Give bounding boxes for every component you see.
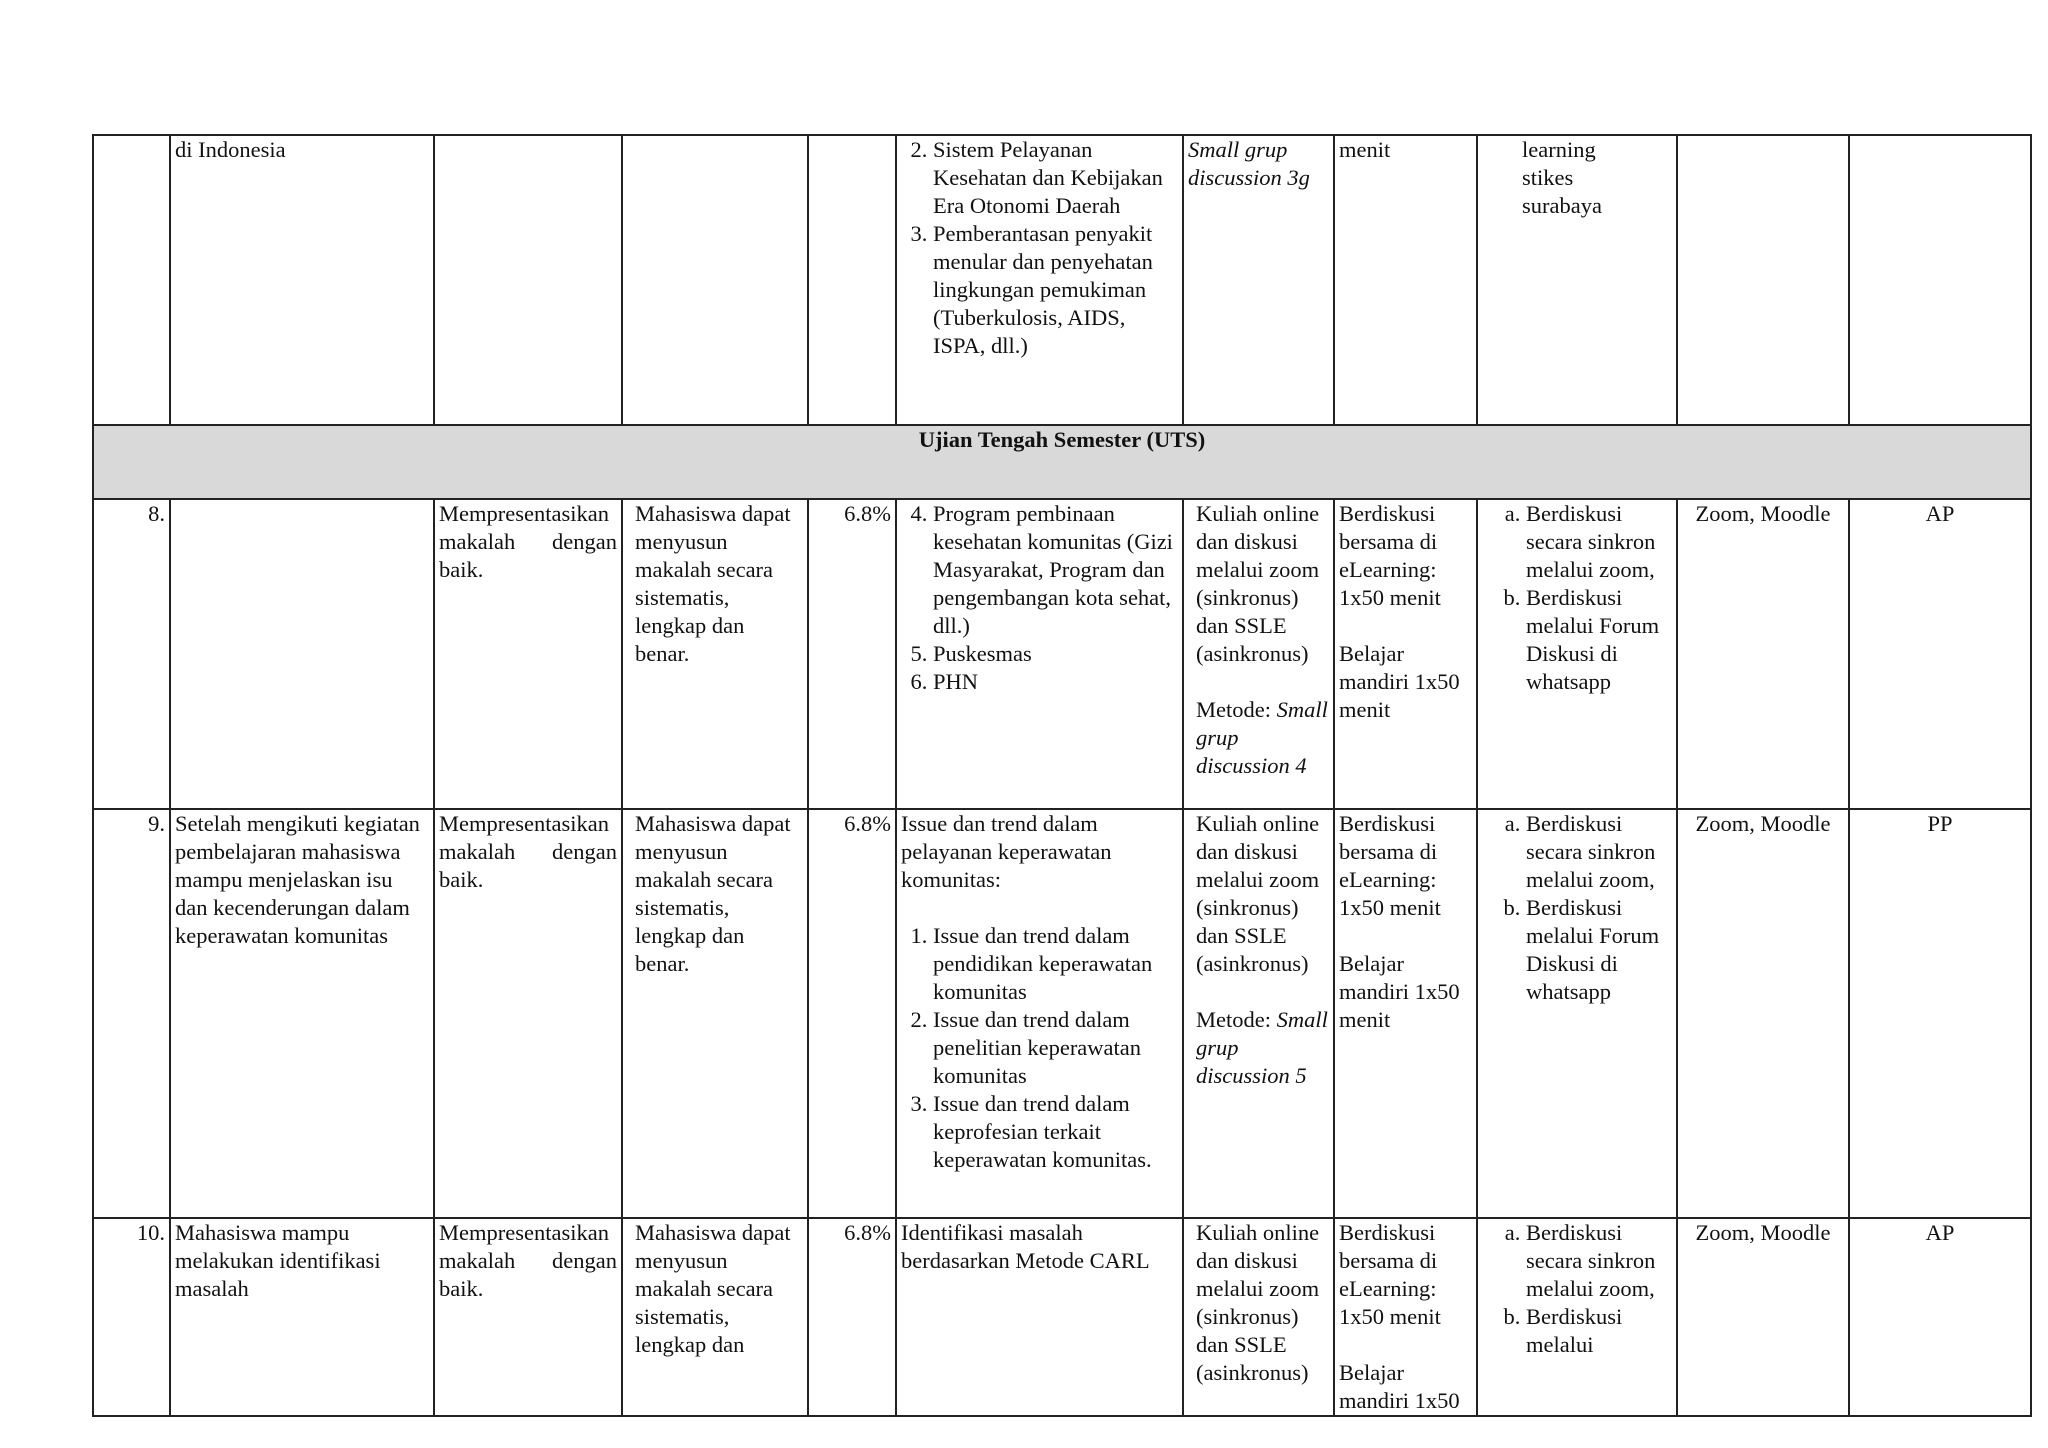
waktu-line: Berdiskusi bersama di eLearning: 1x50 menit [1339,1220,1441,1329]
cell-materi [896,809,1183,1218]
cell-bobot [808,135,896,425]
waktu-line: Belajar mandiri 1x50 menit [1339,951,1460,1032]
list-item: a. Berdiskusi secara sinkron melalui zoom, [1526,1219,1672,1303]
metode-text: Kuliah online dan diskusi melalui zoom (sinkronus) dan SSLE (asinkronus) [1196,811,1320,976]
cell-no: 8. [93,499,170,809]
pengalaman-list [1482,500,1672,696]
cell-metode [1183,809,1334,1218]
pengalaman-line: learning [1522,137,1596,162]
list-item: b. Berdiskusi melalui Forum Diskusi di whatsapp [1526,584,1672,696]
cell-waktu: menit [1334,135,1477,425]
list-item: a. Berdiskusi secara sinkron melalui zoom, [1526,810,1672,894]
cell-kriteria: Mempresentasikan makalah dengan baik. [434,809,622,1218]
cell-bobot: 6.8% [808,809,896,1218]
cell-materi [896,135,1183,425]
cell-metode [1183,499,1334,809]
waktu-line: Berdiskusi bersama di eLearning: 1x50 menit [1339,811,1441,920]
cell-pengalaman [1477,809,1677,1218]
cell-metode: Kuliah online dan diskusi melalui zoom (sinkronus) dan SSLE (asinkronus) [1183,1218,1334,1416]
cell-media [1677,135,1849,425]
pengalaman-list [1482,1219,1672,1359]
list-item: 2. Issue dan trend dalam penelitian keperawatan komunitas [933,1006,1178,1090]
list-item: b. Berdiskusi melalui [1526,1303,1672,1359]
pengalaman-line: stikes [1522,165,1574,190]
cell-indikator: Mahasiswa dapat menyusun makalah secara sistematis, lengkap dan benar. [622,809,808,1218]
cell-waktu [1334,1218,1477,1416]
list-item: 4. Program pembinaan kesehatan komunitas (Gizi Masyarakat, Program dan pengembangan kota sehat, dll.) [933,500,1178,640]
cell-media: Zoom, Moodle [1677,1218,1849,1416]
cell-bobot: 6.8% [808,1218,896,1416]
cell-kemampuan: Setelah mengikuti kegiatan pembelajaran mahasiswa mampu menjelaskan isu dan kecenderungan dalam keperawatan komunitas [170,809,434,1218]
cell-kemampuan [170,499,434,809]
list-item: 2. Sistem Pelayanan Kesehatan dan Kebijakan Era Otonomi Daerah [933,136,1178,220]
materi-list [901,136,1178,360]
cell-indikator [622,135,808,425]
cell-kriteria: Mempresentasikan makalah dengan baik. [434,499,622,809]
rps-table [92,134,2032,1417]
list-item: 1. Issue dan trend dalam pendidikan keperawatan komunitas [933,922,1178,1006]
cell-materi: Identifikasi masalah berdasarkan Metode CARL [896,1218,1183,1416]
cell-no: 10. [93,1218,170,1416]
waktu-line: Belajar mandiri 1x50 [1339,1360,1460,1413]
cell-materi [896,499,1183,809]
cell-indikator: Mahasiswa dapat menyusun makalah secara sistematis, lengkap dan [622,1218,808,1416]
cell-dosen: AP [1849,1218,2031,1416]
cell-waktu [1334,809,1477,1218]
metode-label: Metode: [1196,1007,1277,1032]
list-item: a. Berdiskusi secara sinkron melalui zoom, [1526,500,1672,584]
table-row [93,135,2031,425]
waktu-line: Berdiskusi bersama di eLearning: 1x50 menit [1339,501,1441,610]
list-item: 3. Issue dan trend dalam keprofesian terkait keperawatan komunitas. [933,1090,1178,1174]
list-item: b. Berdiskusi melalui Forum Diskusi di whatsapp [1526,894,1672,1006]
list-item: 3. Pemberantasan penyakit menular dan penyehatan lingkungan pemukiman (Tuberkulosis, AIDS, ISPA, dll.) [933,220,1178,360]
table-row [93,1218,2031,1416]
pengalaman-line: surabaya [1522,193,1602,218]
cell-indikator: Mahasiswa dapat menyusun makalah secara sistematis, lengkap dan benar. [622,499,808,809]
cell-pengalaman [1477,135,1677,425]
cell-kriteria: Mempresentasikan makalah dengan baik. [434,1218,622,1416]
cell-no: 9. [93,809,170,1218]
metode-label: Metode: [1196,697,1277,722]
list-item: 5. Puskesmas [933,640,1178,668]
cell-pengalaman [1477,499,1677,809]
cell-no [93,135,170,425]
metode-italic: Small grup discussion 5 [1196,1007,1328,1088]
cell-dosen: AP [1849,499,2031,809]
cell-kriteria [434,135,622,425]
cell-bobot: 6.8% [808,499,896,809]
cell-kemampuan: di Indonesia [170,135,434,425]
cell-metode: Small grup discussion 3g [1183,135,1334,425]
cell-kemampuan: Mahasiswa mampu melakukan identifikasi masalah [170,1218,434,1416]
metode-text: Kuliah online dan diskusi melalui zoom (sinkronus) dan SSLE (asinkronus) [1196,501,1320,666]
table-row [93,809,2031,1218]
cell-media: Zoom, Moodle [1677,499,1849,809]
metode-italic: Small grup discussion 4 [1196,697,1328,778]
uts-label: Ujian Tengah Semester (UTS) [93,425,2031,499]
cell-dosen: PP [1849,809,2031,1218]
cell-pengalaman [1477,1218,1677,1416]
cell-waktu [1334,499,1477,809]
materi-intro: Issue dan trend dalam pelayanan keperawatan komunitas: [901,811,1112,892]
materi-list [901,922,1178,1174]
materi-list [901,500,1178,696]
cell-dosen [1849,135,2031,425]
pengalaman-list [1482,810,1672,1006]
cell-media: Zoom, Moodle [1677,809,1849,1218]
waktu-line: Belajar mandiri 1x50 menit [1339,641,1460,722]
list-item: 6. PHN [933,668,1178,696]
uts-row [93,425,2031,499]
table-row [93,499,2031,809]
